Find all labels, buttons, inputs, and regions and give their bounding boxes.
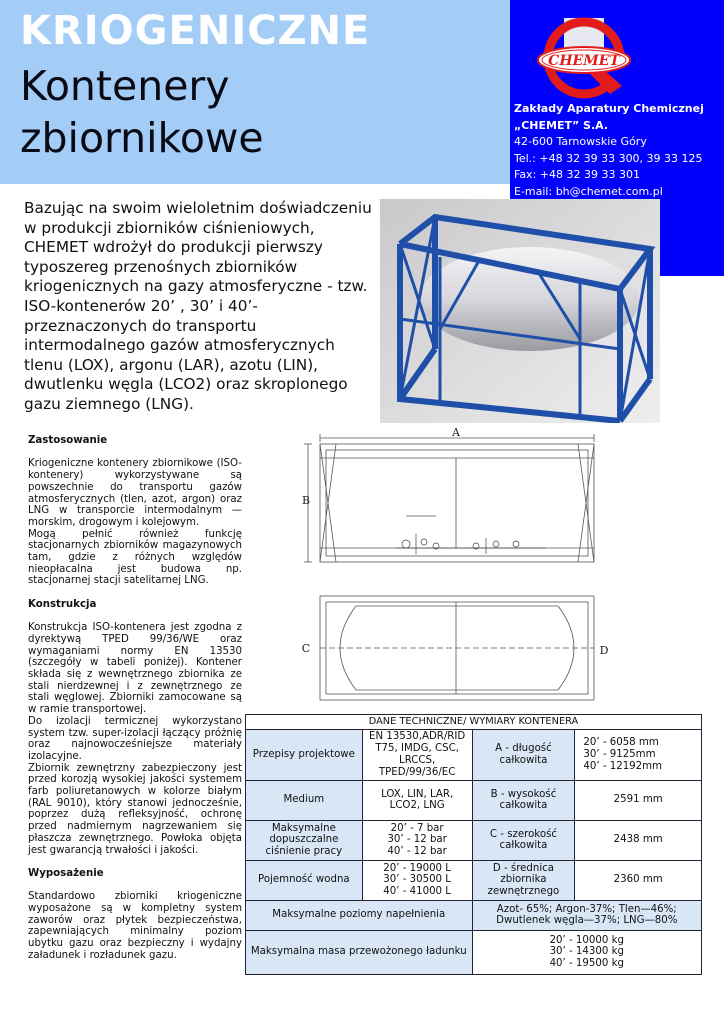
row-medium-value: LOX, LIN, LAR, LCO2, LNG: [362, 780, 472, 820]
konstrukcja-paragraph-3: Zbiornik zewnętrzny zabezpieczony jest przed korozją wysokiej jakości systemem farb poliuretanowych w kolorze białym (RAL 9010), który stanowi jednocześnie, poprzez dużą refleksyjność, ochronę przed nadmiernym nagrzewaniem się płaszcza zewnętrznego. Powłoka objęta jest gwarancją trwałości i jakości.: [28, 762, 242, 856]
row-wysokosc-label: B - wysokość całkowita: [472, 780, 575, 820]
row-pojemnosc-label: Pojemność wodna: [246, 860, 363, 900]
row-masa-label: Maksymalna masa przewożonego ładunku: [246, 930, 473, 974]
heading-zastosowanie: Zastosowanie: [28, 435, 108, 446]
row-wysokosc-value: 2591 mm: [575, 780, 702, 820]
row-przepisy-value: EN 13530,ADR/RID T75, IMDG, CSC, LRCCS, TPED/99/36/EC: [362, 729, 472, 780]
row-przepisy-label: Przepisy projektowe: [246, 729, 363, 780]
konstrukcja-paragraph-2: Do izolacji termicznej wykorzystano system tzw. super-izolacji łączący próżnię oraz najnowocześniejsze materiały izolacyjne.: [28, 715, 242, 762]
text-column: [28, 435, 242, 962]
title-kontenery: Kontenery: [20, 62, 230, 110]
company-fax: Fax: +48 32 39 33 301: [514, 168, 640, 181]
row-dlugosc-label: A - długość całkowita: [472, 729, 575, 780]
chemet-logo: [530, 16, 640, 100]
row-srednica-value: 2360 mm: [575, 860, 702, 900]
heading-wyposazenie: Wyposażenie: [28, 867, 104, 879]
drawing-label-a: A: [452, 426, 460, 439]
company-email[interactable]: E-mail: bh@chemet.com.pl: [514, 184, 663, 198]
drawing-label-d: D: [599, 644, 609, 657]
row-dlugosc-value: 20’ - 6058 mm 30’ - 9125mm 40’ - 12192mm: [575, 729, 702, 780]
table-header: DANE TECHNICZNE/ WYMIARY KONTENERA: [246, 715, 702, 730]
technical-drawing: [296, 424, 622, 714]
zastosowanie-paragraph-2: Mogą pełnić również funkcję stacjonarnych zbiorników magazynowych tam, gdzie z różnych względów nieopłacalna jest budowa np. stacjonarnej stacji satelitarnej LNG.: [28, 528, 242, 587]
title-zbiornikowe: zbiornikowe: [20, 114, 264, 162]
tech-data-table: [245, 714, 702, 975]
company-name-2: „CHEMET” S.A.: [514, 118, 609, 132]
row-cisnienie-label: Maksymalne dopuszczalne ciśnienie pracy: [246, 820, 363, 860]
row-medium-label: Medium: [246, 780, 363, 820]
drawing-label-c: C: [301, 642, 311, 655]
drawing-label-b: B: [301, 494, 311, 507]
heading-konstrukcja: Konstrukcja: [28, 598, 97, 610]
wyposazenie-paragraph-1: Standardowo zbiorniki kriogeniczne wyposażone są w kompletny system zaworów oraz płytek bezpieczeństwa, zapewniających minimalny poziom ubytku gazu oraz bezpieczny i wydajny załadunek i rozładunek gazu.: [28, 891, 242, 961]
row-srednica-label: D - średnica zbiornika zewnętrznego: [472, 860, 575, 900]
logo-text: CHEMET: [548, 53, 620, 69]
company-address: 42-600 Tarnowskie Góry: [514, 135, 647, 148]
row-pojemnosc-value: 20’ - 19000 L 30’ - 30500 L 40’ - 41000 L: [362, 860, 472, 900]
row-napelnienie-label: Maksymalne poziomy napełnienia: [246, 900, 473, 930]
row-napelnienie-value: Azot- 65%; Argon-37%; Tlen—46%; Dwutlenek węgla—37%; LNG—80%: [472, 900, 701, 930]
intro-paragraph: Bazując na swoim wieloletnim doświadczeniu w produkcji zbiorników ciśnieniowych, CHEMET wdrożył do produkcji pierwszy typoszereg przenośnych zbiorników kriogenicznych na gazy atmosferyczne - tzw. ISO-kontenerów 20’ , 30’ i 40’- przeznaczonych do transportu intermodalnego gazów atmosferycznych tlenu (LOX), argonu (LAR), azotu (LIN), dwutlenku węgla (LCO2) oraz skroplonego gazu ziemnego (LNG).: [24, 199, 372, 413]
company-tel: Tel.: +48 32 39 33 300, 39 33 125: [514, 151, 703, 165]
zastosowanie-paragraph-1: Kriogeniczne kontenery zbiornikowe (ISO-kontenery) wykorzystywane są powszechnie do transportu gazów atmosferycznych (tlen, azot, argon) oraz LNG w transporcie intermodalnym — morskim, drogowym i kolejowym.: [28, 458, 242, 528]
row-masa-value: 20’ - 10000 kg 30’ - 14300 kg 40’ - 19500 kg: [472, 930, 701, 974]
row-szerokosc-label: C - szerokość całkowita: [472, 820, 575, 860]
title-kriogeniczne: KRIOGENICZNE: [20, 8, 371, 54]
konstrukcja-paragraph-1: Konstrukcja ISO-kontenera jest zgodna z dyrektywą TPED 99/36/WE oraz wymaganiami normy EN 13530 (szczegóły w tabeli poniżej). Kontener składa się z wewnętrznego zbiornika ze stali nierdzewnej i z zewnętrznego ze stali węglowej. Zbiorniki zamocowane są w ramie transportowej.: [28, 622, 242, 716]
company-name-1: Zakłady Aparatury Chemicznej: [514, 102, 704, 115]
row-szerokosc-value: 2438 mm: [575, 820, 702, 860]
container-photo: [380, 199, 660, 423]
row-cisnienie-value: 20’ - 7 bar 30’ - 12 bar 40’ - 12 bar: [362, 820, 472, 860]
